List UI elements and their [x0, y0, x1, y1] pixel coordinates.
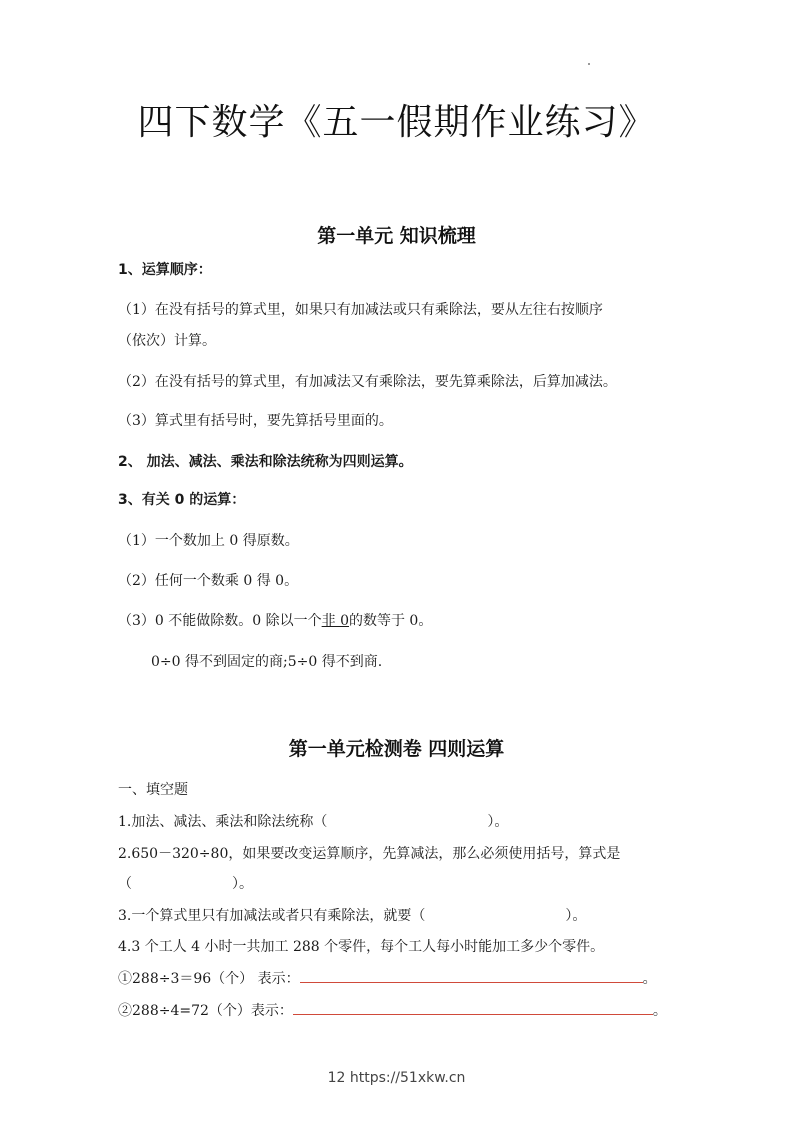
question-4: 4.3 个工人 4 小时一共加工 288 个零件，每个工人每小时能加工多少个零件。: [118, 939, 605, 955]
question-2a: 2.650－320÷80，如果要改变运算顺序，先算减法，那么必须使用括号，算式是: [118, 846, 621, 862]
rule-item-3-3-post: 的数等于 0。: [348, 613, 433, 629]
page-title: 四下数学《五一假期作业练习》: [137, 102, 656, 143]
rule-item-1-1b: （依次）计算。: [118, 333, 216, 349]
question-2-open: （: [118, 876, 132, 892]
rule-item-2: 2、 加法、减法、乘法和除法统称为四则运算。: [118, 454, 413, 470]
rule-item-3-3-pre: （3）0 不能做除数。0 除以一个: [118, 613, 322, 629]
rule-item-3-2: （2）任何一个数乘 0 得 0。: [118, 573, 299, 589]
question-2-close: ）。: [232, 876, 253, 892]
question-3-close: ）。: [565, 908, 587, 924]
question-1-close: ）。: [487, 814, 509, 830]
rule-item-3-3-underlined: 非 0: [321, 613, 349, 629]
question-3-text: 3.一个算式里只有加减法或者只有乘除法，就要（: [118, 908, 426, 924]
rule-item-3-4: 0÷0 得不到固定的商;5÷0 得不到商.: [151, 654, 383, 670]
question-3: [118, 905, 586, 925]
part1-heading: 一、填空题: [118, 782, 188, 798]
question-4-1-answer-line[interactable]: [300, 968, 643, 983]
rule-item-3-1: （1）一个数加上 0 得原数。: [118, 533, 299, 549]
section1-heading: 第一单元 知识梳理: [317, 225, 476, 247]
rule-item-3-3: [118, 610, 432, 630]
question-4-1: [118, 968, 657, 988]
question-1-text: 1.加法、减法、乘法和除法统称（: [118, 814, 328, 830]
question-4-2: [118, 1000, 667, 1020]
question-4-2-text: ②288÷4=72（个）表示：: [118, 1003, 293, 1019]
rule-item-1: 1、运算顺序：: [118, 262, 212, 278]
rule-item-1-3: （3）算式里有括号时，要先算括号里面的。: [118, 413, 393, 429]
rule-item-3: 3、有关 0 的运算：: [118, 492, 246, 508]
section2-heading: 第一单元检测卷 四则运算: [288, 738, 505, 760]
rule-item-1-2: （2）在没有括号的算式里，有加减法又有乘除法，要先算乘除法，后算加减法。: [118, 374, 617, 390]
question-2b: [118, 873, 253, 893]
scan-dot: [588, 63, 590, 65]
question-1: [118, 811, 508, 831]
question-4-2-period: 。: [652, 1003, 667, 1019]
question-4-1-text: ①288÷3＝96（个） 表示：: [118, 971, 300, 987]
page-footer: 12 https://51xkw.cn: [327, 1070, 466, 1086]
rule-item-1-1a: （1）在没有括号的算式里，如果只有加减法或只有乘除法，要从左往右按顺序: [118, 302, 603, 318]
question-4-1-period: 。: [642, 971, 657, 987]
question-4-2-answer-line[interactable]: [293, 1000, 653, 1015]
